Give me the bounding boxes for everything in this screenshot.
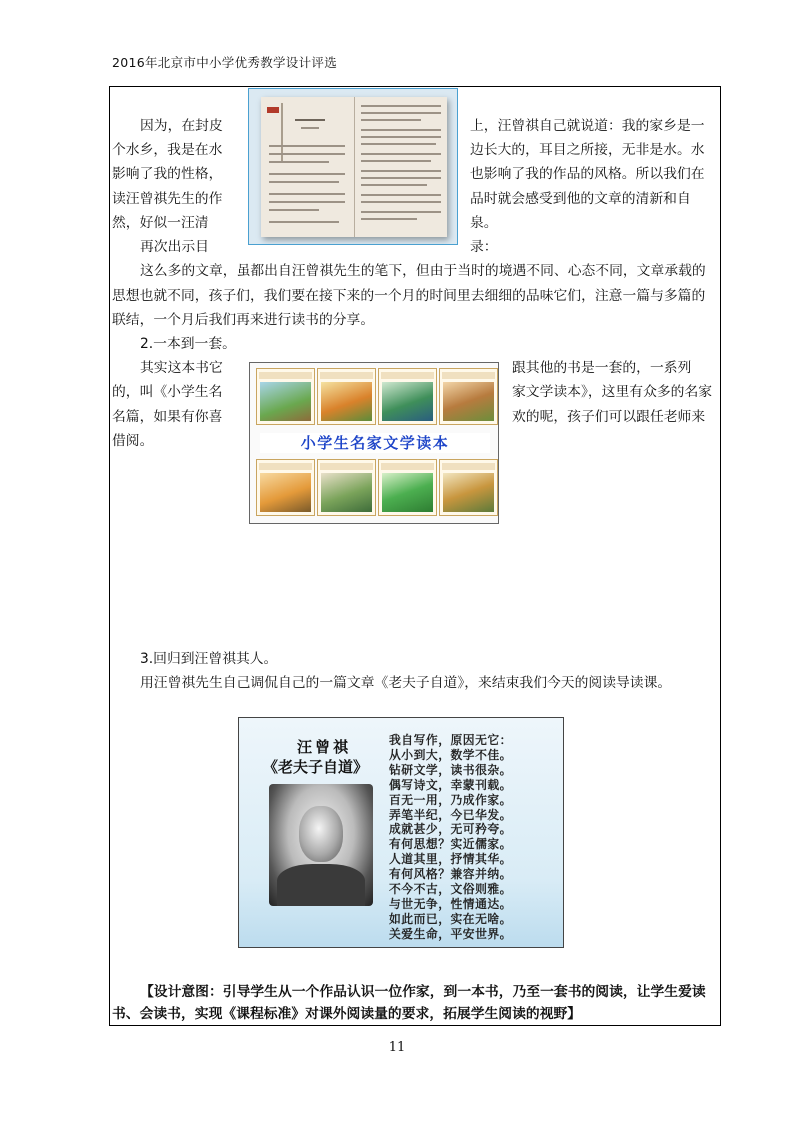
page-header: 2016年北京市中小学优秀教学设计评选 — [112, 55, 338, 70]
text-line: 个水乡，我是在水 — [112, 142, 223, 158]
poem-line: 我自写作，原因无它： — [389, 733, 512, 747]
text-line: 的，叫《小学生名 — [112, 384, 223, 400]
book-series-photo — [249, 362, 499, 524]
text-line: 跟其他的书是一套的，一系列 — [512, 360, 692, 376]
book-open-photo — [248, 88, 458, 245]
text-line: 其实这本书它 — [140, 360, 223, 376]
text-line: 录： — [470, 239, 498, 255]
paragraph-line: 这么多的文章，虽都出自汪曾祺先生的笔下，但由于当时的境遇不同、心态不同，文章承载的 — [140, 263, 706, 279]
poem-line: 不今不古，文俗则雅。 — [389, 882, 512, 896]
poem-line: 关爱生命，平安世界。 — [389, 926, 512, 941]
series-title-banner: 小学生名家文学读本 — [260, 433, 490, 453]
book-cover — [256, 459, 315, 516]
text-line: 影响了我的性格， — [112, 166, 223, 182]
text-line: 名篇，如果有你喜 — [112, 409, 223, 425]
text-line: 读汪曾祺先生的作 — [112, 191, 223, 207]
poem-line: 百无一用，乃成作家。 — [389, 792, 512, 807]
text-line: 借阅。 — [112, 433, 154, 449]
poem-line: 偶写诗文，幸蒙刊载。 — [389, 777, 512, 792]
book-cover — [378, 459, 437, 516]
text-line: 因为，在封皮 — [140, 118, 223, 134]
text-line: 泉。 — [470, 215, 498, 231]
text-line: 边长大的，耳目之所接，无非是水。水 — [470, 142, 705, 158]
poem-line: 成就甚少，无可矜夸。 — [389, 822, 512, 837]
text-line: 然，好似一汪清 — [112, 215, 209, 231]
book-cover — [378, 368, 437, 425]
paragraph-line: 思想也就不同，孩子们，我们要在接下来的一个月的时间里去细细的品味它们，注意一篇与多篇的 — [112, 288, 706, 304]
poem-line: 弄笔半纪，今已华发。 — [389, 807, 512, 822]
book-cover — [439, 459, 498, 516]
author-portrait — [269, 784, 373, 906]
poem-line: 钻研文学，读书很杂。 — [389, 762, 512, 777]
book-cover — [256, 368, 315, 425]
paragraph-line: 用汪曾祺先生自己调侃自己的一篇文章《老夫子自道》，来结束我们今天的阅读导读课。 — [140, 675, 672, 691]
section-heading: 2.一本到一套。 — [140, 336, 236, 352]
open-book — [261, 97, 447, 237]
book-cover — [317, 459, 376, 516]
poem-line: 有何风格？兼容并纳。 — [389, 867, 512, 882]
design-intent-line: 【设计意图：引导学生从一个作品认识一位作家，到一本书，乃至一套书的阅读，让学生爱读 — [140, 984, 706, 1000]
text-line: 欢的呢，孩子们可以跟任老师来 — [512, 409, 706, 425]
poem-line: 从小到大，数学不佳。 — [389, 747, 512, 762]
poem-image — [238, 717, 564, 948]
text-line: 上，汪曾祺自己就说道：我的家乡是一 — [470, 118, 705, 134]
text-line: 再次出示目 — [140, 239, 209, 255]
section-heading: 3.回归到汪曾祺其人。 — [140, 651, 278, 667]
book-right-page — [355, 97, 448, 237]
text-line: 也影响了我的作品的风格。所以我们在 — [470, 166, 705, 182]
poem-author: 汪曾祺 — [297, 738, 352, 756]
poem-line: 有何思想？实近儒家。 — [389, 837, 512, 852]
poem-line: 如此而已，实在无啥。 — [389, 911, 512, 926]
poem-title: 《老夫子自道》 — [263, 758, 369, 776]
book-left-page — [261, 97, 355, 237]
poem-line: 人道其里，抒情其华。 — [389, 852, 512, 867]
text-line: 家文学读本》，这里有众多的名家 — [512, 384, 713, 400]
page-number: 11 — [388, 1040, 406, 1055]
paragraph-line: 联结，一个月后我们再来进行读书的分享。 — [112, 312, 375, 328]
poem-line: 与世无争，性情通达。 — [389, 896, 512, 911]
book-cover — [439, 368, 498, 425]
design-intent-line: 书、会读书，实现《课程标准》对课外阅读量的要求，拓展学生阅读的视野】 — [112, 1006, 582, 1022]
book-cover — [317, 368, 376, 425]
text-line: 品时就会感受到他的文章的清新和自 — [470, 191, 691, 207]
